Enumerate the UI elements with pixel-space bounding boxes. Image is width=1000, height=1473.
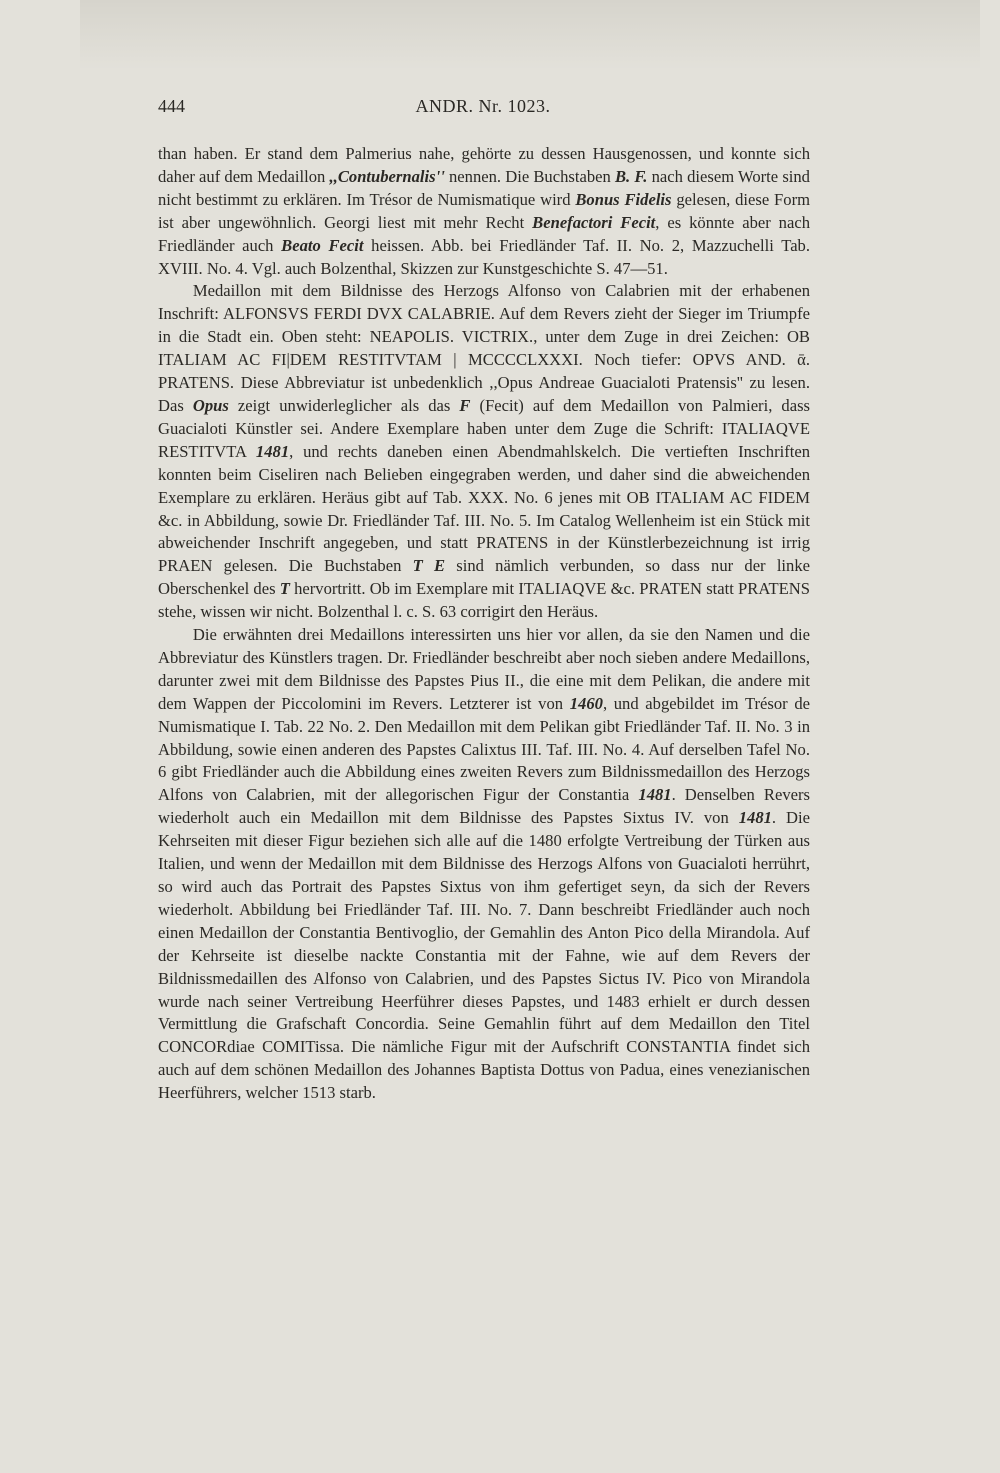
italic-text: T E bbox=[412, 556, 446, 576]
text-run: Medaillon mit dem Bildnisse des Herzogs Alfonso von Calabrien mit der erhabenen Inschrift: ALFONSVS FERDI DVX CALABRIE. Auf dem Revers zieht der Sieger im Triumpfe in die Stadt ein. Oben steht: NEAPOLIS. VICTRIX., unter dem Zuge in drei Zeichen: OB ITALIAM AC FI|DEM RESTITVTAM | MCCCCLXXXI. Noch tiefer: OPVS AND. ᾱ. PRATENS. Diese Abbreviatur ist unbedenklich ,,Opus Andreae Guacialoti Pratensis'' zu lesen. Das bbox=[158, 281, 810, 415]
text-run: . Denselben Revers wiederholt auch ein Medaillon mit dem Bildnisse des Papstes Sixtus IV. von bbox=[158, 785, 811, 828]
italic-text: Bonus Fidelis bbox=[575, 189, 672, 209]
text-run: , und rechts daneben einen Abendmahlskelch. Die vertieften Inschriften konnten beim Ciseliren nach Belieben eingegraben werden, und daher sind die abweichenden Exemplare zu erklären. Heräus gibt auf Tab. XXX. No. 6 jenes mit OB ITALIAM AC FIDEM &c. in Abbildung, sowie Dr. Friedländer Taf. III. No. 5. Im Catalog Wellenheim ist ein Stück mit abweichender Inschrift angegeben, und statt PRATENS in der Künstlerbezeichnung ist irrig PRAEN gelesen. Die Buchstaben bbox=[158, 441, 810, 576]
text-run: than haben. Er stand dem Palmerius nahe, gehörte zu dessen Hausgenossen, und konnte sich daher auf dem Medaillon bbox=[158, 144, 810, 186]
paragraph-3 bbox=[158, 624, 810, 1105]
italic-text: Benefactori Fecit bbox=[532, 212, 656, 232]
text-run: nennen. Die Buchstaben bbox=[444, 166, 615, 186]
text-run: sind nämlich verbunden, so dass nur der linke Oberschenkel des bbox=[158, 556, 810, 599]
text-run: hervortritt. Ob im Exemplare mit ITALIAQVE &c. PRATEN statt PRATENS stehe, wissen wir nicht. Bolzenthal l. c. S. 63 corrigirt den Heräus. bbox=[158, 579, 810, 622]
text-run: . Die Kehrseiten mit dieser Figur beziehen sich alle auf die 1480 erfolgte Vertreibung der Türken aus Italien, und wenn der Medaillon mit dem Bildnisse des Herzogs Alfons von Guacialoti herrührt, so wird auch das Portrait des Papstes Sixtus von ihm gefertiget seyn, da sich der Revers wiederholt. Abbildung bei Friedländer Taf. III. No. 7. Dann beschreibt Friedländer auch noch einen Medaillon der Constantia Bentivoglio, der Gemahlin des Anton Pico della Mirandola. Auf der Kehrseite ist dieselbe nackte Constantia mit der Fahne, wie auf dem Revers der Bildnissmedaillen des Alfonso von Calabrien, und des Papstes Sictus IV. Pico von Mirandola wurde nach seiner Vertreibung Heerführer dieses Papstes, und 1483 erhielt er durch dessen Vermittlung die Grafschaft Concordia. Seine Gemahlin führt auf dem Medaillon den Titel CONCORdiae COMITissa. Die nämliche Figur mit der Aufschrift CONSTANTIA findet sich auch auf dem schönen Medaillon des Johannes Baptista Dottus von Padua, eines venezianischen Heerführers, welcher 1513 starb. bbox=[158, 808, 810, 1103]
page-number: 444 bbox=[158, 96, 185, 116]
italic-text: B. F. bbox=[614, 166, 648, 186]
text-run: (Fecit) auf dem Medaillon von Palmieri, dass Guacialoti Künstler sei. Andere Exemplare haben unter dem Zuge die Schrift: ITALIAQVE RESTITVTA bbox=[158, 395, 810, 461]
text-run: zeigt unwiderleglicher als das bbox=[228, 395, 460, 415]
italic-text: Opus bbox=[192, 395, 229, 415]
italic-text: Beato Fecit bbox=[281, 235, 364, 255]
running-title: ANDR. Nr. 1023. bbox=[415, 96, 551, 116]
italic-text: F bbox=[459, 395, 471, 415]
text-run: , es könnte aber nach Friedländer auch bbox=[158, 212, 811, 255]
text-run: , und abgebildet im Trésor de Numismatique I. Tab. 22 No. 2. Den Medaillon mit dem Pelikan gibt Friedländer Taf. II. No. 3 in Abbildung, sowie einen anderen des Papstes Calixtus III. Taf. III. No. 4. Auf derselben Tafel No. 6 gibt Friedländer auch die Abbildung eines zweiten Revers zum Bildnissmedaillon des Herzogs Alfons von Calabrien, mit der allegorischen Figur der Constantia bbox=[158, 693, 810, 805]
italic-text: 1481 bbox=[738, 808, 772, 828]
text-run: nach diesem Worte sind nicht bestimmt zu erklären. Im Trésor de Numismatique wird bbox=[158, 166, 810, 209]
page-header bbox=[158, 96, 808, 126]
italic-text: ,,Contubernalis'' bbox=[329, 166, 445, 186]
scan-shadow bbox=[80, 0, 980, 70]
text-run: Die erwähnten drei Medaillons interessirten uns hier vor allen, da sie den Namen und die Abbreviatur des Künstlers tragen. Dr. Friedländer beschreibt aber noch sieben andere Medaillons, darunter zwei mit dem Bildnisse des Papstes Pius II., die eine mit dem Pelikan, die andere mit dem Wappen der Piccolomini im Revers. Letzterer ist von bbox=[158, 625, 810, 713]
italic-text: 1481 bbox=[638, 785, 672, 805]
paragraph-2 bbox=[158, 280, 810, 624]
italic-text: T bbox=[279, 579, 290, 599]
paragraph-1 bbox=[158, 143, 810, 280]
italic-text: 1460 bbox=[569, 693, 603, 713]
text-run: heissen. Abb. bei Friedländer Taf. II. No. 2, Mazzuchelli Tab. XVIII. No. 4. Vgl. auch Bolzenthal, Skizzen zur Kunstgeschichte S. 47—51. bbox=[158, 235, 810, 278]
body-text bbox=[158, 143, 810, 1105]
italic-text: 1481 bbox=[255, 441, 290, 461]
text-run: gelesen, diese Form ist aber ungewöhnlich. Georgi liest mit mehr Recht bbox=[158, 189, 811, 232]
